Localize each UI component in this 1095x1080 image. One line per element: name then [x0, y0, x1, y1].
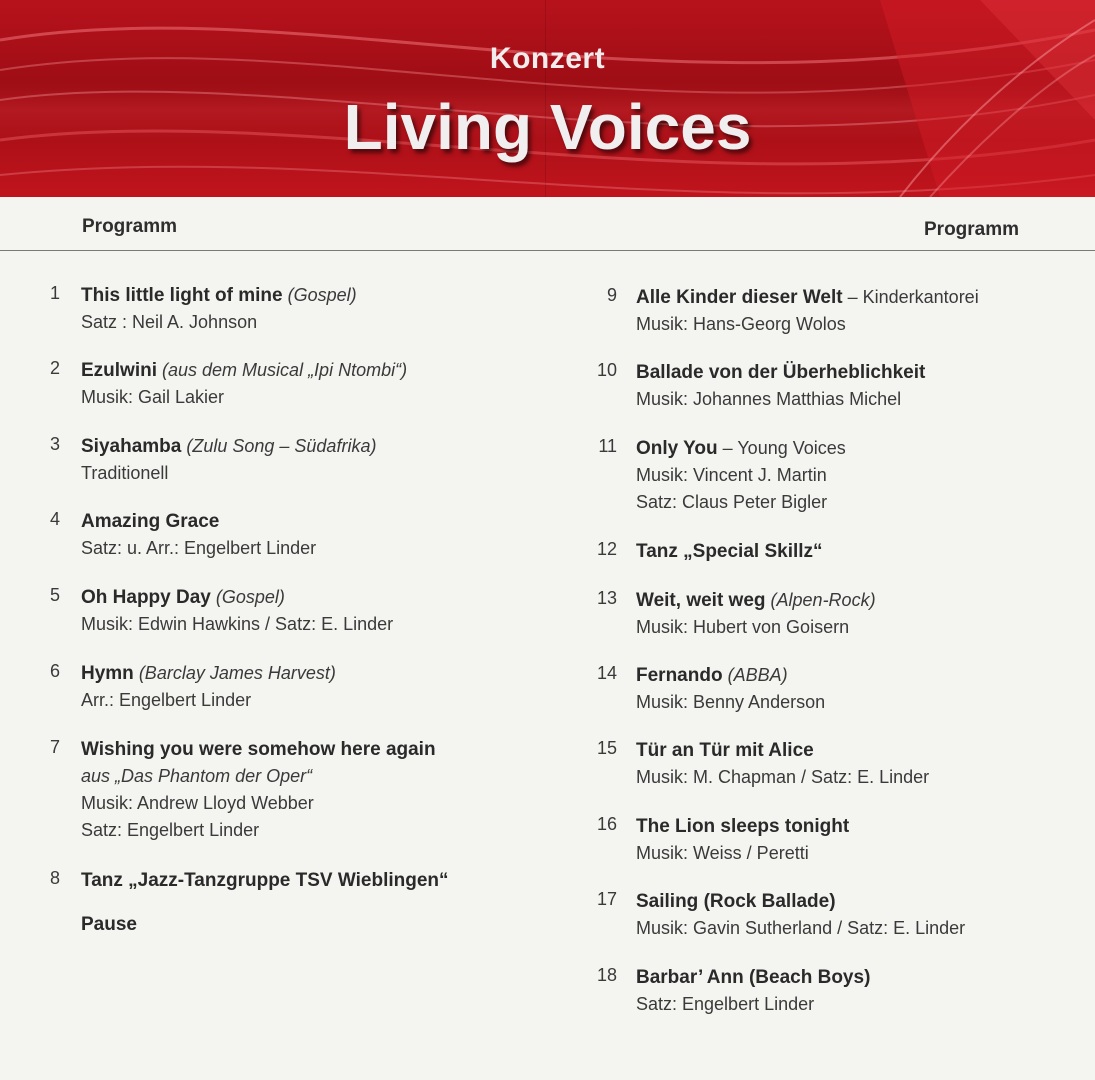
item-credit-line: Musik: Gavin Sutherland / Satz: E. Linder — [636, 918, 966, 938]
item-title: This little light of mine — [81, 285, 283, 306]
item-number: 17 — [596, 889, 617, 909]
item-credit-line: Musik: Hubert von Goisern — [636, 617, 850, 637]
item-number: 4 — [49, 509, 60, 529]
item-title: Fernando — [636, 665, 723, 686]
item-title-line — [636, 359, 925, 386]
item-title-line — [636, 964, 870, 991]
item-title: Ballade von der Überheblichkeit — [636, 362, 926, 383]
item-separator: – — [717, 438, 738, 458]
item-credit-line: Traditionell — [81, 463, 169, 483]
item-title: Tür an Tür mit Alice — [636, 740, 814, 761]
item-number: 1 — [49, 283, 60, 303]
item-note: (Gospel) — [287, 285, 357, 305]
item-title: Barbar’ Ann (Beach Boys) — [636, 967, 871, 988]
item-note: (aus dem Musical „Ipi Ntombi“) — [162, 360, 408, 380]
item-body — [81, 584, 393, 638]
item-body — [81, 660, 336, 714]
item-title: Alle Kinder dieser Welt — [636, 287, 843, 308]
item-note: (Barclay James Harvest) — [138, 663, 336, 683]
pause-label: Pause — [81, 914, 137, 935]
item-title-line — [636, 662, 825, 689]
item-body — [81, 867, 449, 894]
item-title-line — [81, 433, 376, 460]
item-title: Sailing (Rock Ballade) — [636, 891, 836, 912]
header-title: Living Voices — [343, 91, 752, 163]
item-title-line — [81, 584, 393, 611]
item-body — [81, 736, 436, 844]
item-credit-line: Musik: Benny Anderson — [636, 692, 826, 712]
item-credit-line: Satz : Neil A. Johnson — [81, 312, 258, 332]
item-number: 15 — [596, 738, 617, 758]
item-body — [81, 357, 407, 411]
item-title: Only You — [636, 438, 718, 459]
program-heading-left: Programm — [82, 216, 178, 237]
item-body — [636, 737, 929, 791]
item-title-line — [81, 736, 436, 763]
item-credit-line: Musik: Andrew Lloyd Webber — [81, 793, 314, 813]
item-number: 8 — [49, 868, 60, 888]
header-kicker: Konzert — [489, 42, 606, 75]
item-credit-line: Satz: Claus Peter Bigler — [636, 492, 828, 512]
item-title: Tanz „Jazz-Tanzgruppe TSV Wieblingen“ — [81, 870, 449, 891]
item-title: The Lion sleeps tonight — [636, 816, 850, 837]
item-title-line — [81, 867, 449, 894]
item-number: 7 — [49, 737, 60, 757]
item-number: 2 — [49, 358, 60, 378]
item-body — [636, 435, 846, 516]
item-title-line — [636, 284, 979, 311]
item-title-line — [636, 737, 929, 764]
item-title-line — [81, 357, 407, 384]
item-title: Oh Happy Day — [81, 587, 211, 608]
item-body — [636, 662, 825, 716]
item-body — [81, 282, 357, 336]
item-number: 3 — [49, 434, 60, 454]
item-body — [636, 813, 849, 867]
item-title-line — [636, 813, 849, 840]
item-credit-line: Musik: M. Chapman / Satz: E. Linder — [636, 767, 930, 787]
heading-rule — [0, 250, 1095, 251]
item-number: 13 — [596, 588, 617, 608]
item-title: Amazing Grace — [81, 511, 220, 532]
item-credit-line: Musik: Johannes Matthias Michel — [636, 389, 902, 409]
item-credit-line: Musik: Vincent J. Martin — [636, 465, 827, 485]
item-title: Weit, weit weg — [636, 590, 766, 611]
item-number: 18 — [596, 965, 617, 985]
item-body — [636, 964, 870, 1018]
item-body — [636, 359, 925, 413]
item-title-line — [81, 660, 336, 687]
item-title: Ezulwini — [81, 360, 157, 381]
item-credit-line: Musik: Edwin Hawkins / Satz: E. Linder — [81, 614, 394, 634]
item-title-line — [636, 888, 965, 915]
item-title: Wishing you were somehow here again — [81, 739, 436, 760]
item-title: Siyahamba — [81, 436, 182, 457]
item-title-line — [636, 538, 823, 565]
item-body — [636, 284, 979, 338]
item-number: 16 — [596, 814, 617, 834]
item-note: (Gospel) — [215, 587, 285, 607]
item-credit-line: Satz: Engelbert Linder — [81, 820, 260, 840]
item-credit-line: Satz: u. Arr.: Engelbert Linder — [81, 538, 317, 558]
item-number: 10 — [596, 360, 617, 380]
item-credit-line: Musik: Gail Lakier — [81, 387, 225, 407]
item-number: 9 — [606, 285, 617, 305]
item-number: 5 — [49, 585, 60, 605]
item-note: (Alpen-Rock) — [770, 590, 876, 610]
item-credit-line: Satz: Engelbert Linder — [636, 994, 815, 1014]
item-title-line — [81, 508, 316, 535]
item-credit-line: Arr.: Engelbert Linder — [81, 690, 252, 710]
item-number: 14 — [596, 663, 617, 683]
item-number: 6 — [49, 661, 60, 681]
item-credit-line: Musik: Hans-Georg Wolos — [636, 314, 846, 334]
item-body — [81, 433, 376, 487]
item-separator: – — [842, 287, 863, 307]
item-body — [636, 587, 876, 641]
item-body — [636, 538, 823, 565]
header-banner — [0, 0, 1095, 197]
item-title-line — [636, 587, 876, 614]
item-title-line — [81, 282, 357, 309]
item-note: (Zulu Song – Südafrika) — [186, 436, 377, 456]
item-body — [81, 508, 316, 562]
item-title-line — [636, 435, 846, 462]
item-number: 11 — [598, 436, 617, 456]
item-note: Kinderkantorei — [862, 287, 979, 307]
item-number: 12 — [596, 539, 617, 559]
program-heading-right: Programm — [924, 219, 1020, 240]
item-body — [636, 888, 965, 942]
item-source-line: aus „Das Phantom der Oper“ — [81, 766, 313, 786]
item-title: Tanz „Special Skillz“ — [636, 541, 823, 562]
item-credit-line: Musik: Weiss / Peretti — [636, 843, 809, 863]
item-note: Young Voices — [737, 438, 846, 458]
item-title: Hymn — [81, 663, 134, 684]
item-note: (ABBA) — [727, 665, 788, 685]
